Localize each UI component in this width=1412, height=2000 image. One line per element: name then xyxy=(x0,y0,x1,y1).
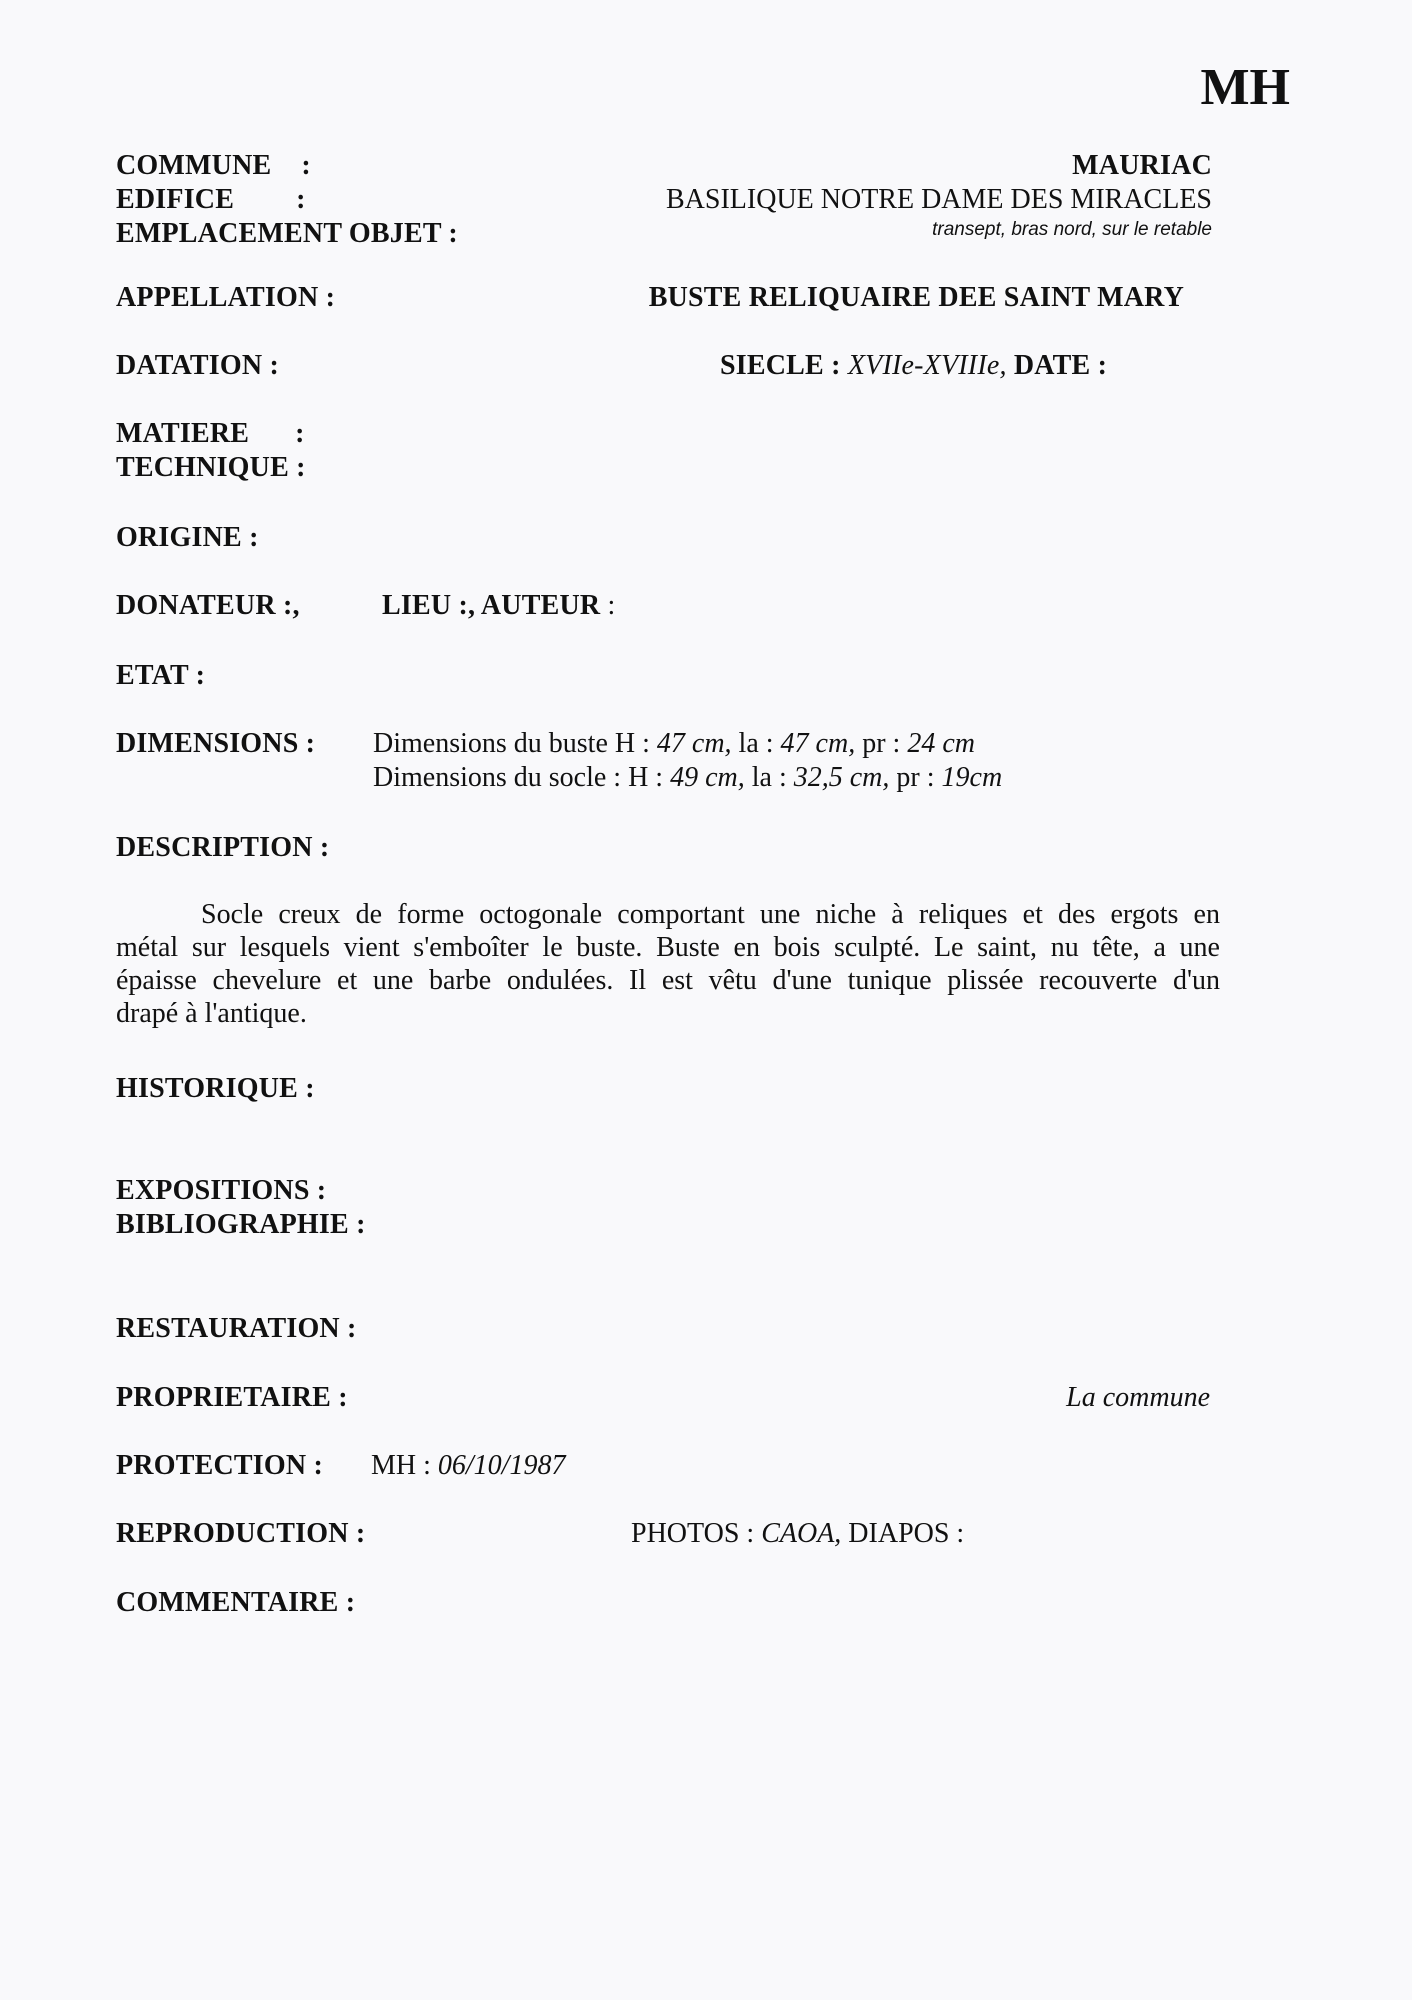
photos-label: PHOTOS : xyxy=(631,1518,755,1549)
photos-line xyxy=(631,1518,964,1550)
edifice-label: EDIFICE : xyxy=(116,184,306,215)
appellation-label: APPELLATION : xyxy=(116,282,336,313)
siecle-value: XVIIe-XVIIIe, xyxy=(847,350,1007,381)
reproduction-label: REPRODUCTION : xyxy=(116,1518,366,1549)
technique-label: TECHNIQUE : xyxy=(116,452,306,483)
appellation-value: BUSTE RELIQUAIRE DEE SAINT MARY xyxy=(648,282,1184,313)
edifice-value: BASILIQUE NOTRE DAME DES MIRACLES xyxy=(666,184,1212,215)
description-line: épaisse chevelure et une barbe ondulées. Il est vêtu d'une tunique plissée recouverte d'un xyxy=(116,965,1220,996)
mh-mark: MH xyxy=(1200,59,1290,116)
description-line: Socle creux de forme octogonale comportant une niche à reliques et des ergots en xyxy=(201,899,1220,930)
emplacement-value: transept, bras nord, sur le retable xyxy=(932,219,1212,240)
proprietaire-value: La commune xyxy=(1066,1382,1210,1413)
dimensions-socle: Dimensions du socle : H : 49 cm, la : 32,5 cm, pr : 19cm xyxy=(373,762,1003,793)
photos-value: CAOA, xyxy=(761,1518,842,1549)
protection-value: MH : 06/10/1987 xyxy=(371,1450,566,1481)
historique-label: HISTORIQUE : xyxy=(116,1073,315,1104)
description-text xyxy=(116,898,1220,1030)
description-line: drapé à l'antique. xyxy=(116,998,307,1029)
datation-label: DATATION : xyxy=(116,350,279,381)
restauration-label: RESTAURATION : xyxy=(116,1313,357,1344)
description-line: métal sur lesquels vient s'emboîter le buste. Buste en bois sculpté. Le saint, nu tête, a une xyxy=(116,932,1220,963)
emplacement-label: EMPLACEMENT OBJET : xyxy=(116,218,458,249)
diapos-label: DIAPOS : xyxy=(848,1518,965,1549)
date-label: DATE : xyxy=(1013,350,1108,381)
etat-label: ETAT : xyxy=(116,660,206,691)
protection-label: PROTECTION : xyxy=(116,1450,323,1481)
auteur-label: AUTEUR xyxy=(480,590,601,621)
dimensions-buste: Dimensions du buste H : 47 cm, la : 47 cm, pr : 24 cm xyxy=(373,728,975,759)
dimensions-label: DIMENSIONS : xyxy=(116,728,316,759)
lieu-auteur-line: LIEU :, AUTEUR : xyxy=(382,590,616,621)
commune-value: MAURIAC xyxy=(1072,150,1212,181)
siecle-line xyxy=(720,350,1107,382)
bibliographie-label: BIBLIOGRAPHIE : xyxy=(116,1209,366,1240)
commentaire-label: COMMENTAIRE : xyxy=(116,1587,356,1618)
description-label: DESCRIPTION : xyxy=(116,832,330,863)
expositions-label: EXPOSITIONS : xyxy=(116,1175,327,1206)
proprietaire-label: PROPRIETAIRE : xyxy=(116,1382,348,1413)
origine-label: ORIGINE : xyxy=(116,522,259,553)
donateur-label: DONATEUR :, xyxy=(116,590,300,621)
commune-label: COMMUNE : xyxy=(116,150,311,181)
siecle-label: SIECLE : xyxy=(720,350,841,381)
lieu-label: LIEU :, xyxy=(382,590,476,621)
matiere-label: MATIERE : xyxy=(116,418,305,449)
